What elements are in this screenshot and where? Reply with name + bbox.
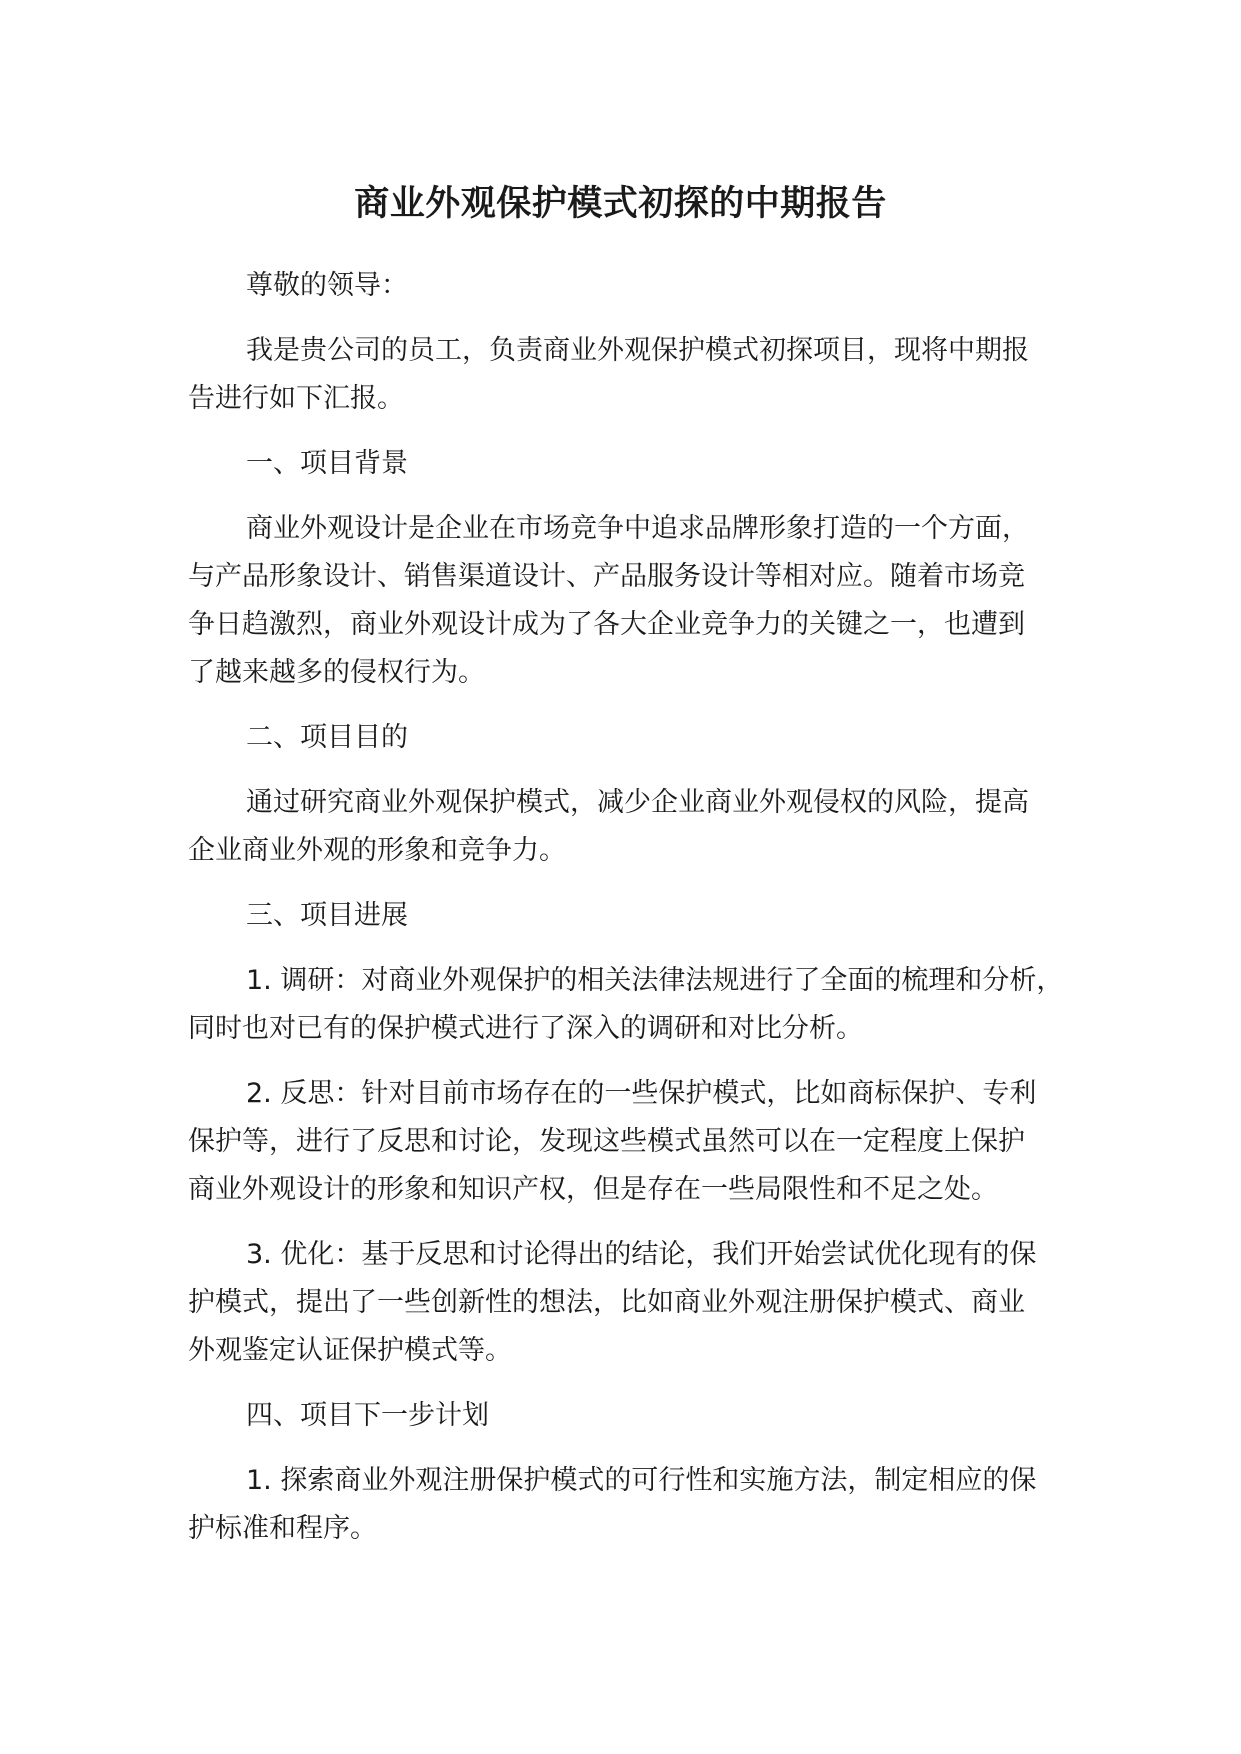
paragraph — [188, 262, 1088, 310]
paragraph-line: 商业外观设计是企业在市场竞争中追求品牌形象打造的一个方面， — [246, 513, 1029, 544]
paragraph — [188, 327, 1088, 423]
paragraph-line: 3. 优化：基于反思和讨论得出的结论，我们开始尝试优化现有的保 — [246, 1239, 1037, 1270]
paragraph — [188, 892, 1088, 940]
document-body — [188, 262, 1088, 1570]
paragraph-line: 尊敬的领导： — [246, 270, 408, 301]
paragraph-line: 同时也对已有的保护模式进行了深入的调研和对比分析。 — [188, 1013, 863, 1044]
paragraph — [188, 779, 1088, 875]
paragraph — [188, 505, 1088, 697]
paragraph-line: 保护等，进行了反思和讨论，发现这些模式虽然可以在一定程度上保护 — [188, 1126, 1025, 1157]
paragraph-line: 三、项目进展 — [246, 900, 408, 931]
paragraph-line: 争日趋激烈，商业外观设计成为了各大企业竞争力的关键之一，也遭到 — [188, 609, 1025, 640]
paragraph — [188, 714, 1088, 762]
paragraph — [188, 1070, 1088, 1214]
paragraph-line: 2. 反思：针对目前市场存在的一些保护模式，比如商标保护、专利 — [246, 1078, 1037, 1109]
document-title: 商业外观保护模式初探的中期报告 — [354, 184, 887, 224]
paragraph-line: 我是贵公司的员工，负责商业外观保护模式初探项目，现将中期报 — [246, 335, 1029, 366]
paragraph-line: 告进行如下汇报。 — [188, 383, 404, 414]
paragraph — [188, 1231, 1088, 1375]
paragraph-line: 通过研究商业外观保护模式，减少企业商业外观侵权的风险，提高 — [246, 787, 1029, 818]
paragraph-line: 企业商业外观的形象和竞争力。 — [188, 835, 566, 866]
paragraph — [188, 1457, 1088, 1553]
paragraph-line: 护标准和程序。 — [188, 1513, 377, 1544]
paragraph-line: 商业外观设计的形象和知识产权，但是存在一些局限性和不足之处。 — [188, 1174, 998, 1205]
paragraph-line: 护模式，提出了一些创新性的想法，比如商业外观注册保护模式、商业 — [188, 1287, 1025, 1318]
paragraph-line: 1. 探索商业外观注册保护模式的可行性和实施方法，制定相应的保 — [246, 1465, 1037, 1496]
paragraph — [188, 440, 1088, 488]
paragraph-line: 与产品形象设计、销售渠道设计、产品服务设计等相对应。随着市场竞 — [188, 561, 1025, 592]
paragraph-line: 了越来越多的侵权行为。 — [188, 657, 485, 688]
paragraph-line: 一、项目背景 — [246, 448, 408, 479]
paragraph — [188, 1392, 1088, 1440]
paragraph — [188, 957, 1088, 1053]
paragraph-line: 二、项目目的 — [246, 722, 408, 753]
paragraph-line: 外观鉴定认证保护模式等。 — [188, 1335, 512, 1366]
paragraph-line: 1. 调研：对商业外观保护的相关法律法规进行了全面的梳理和分析， — [246, 965, 1064, 996]
paragraph-line: 四、项目下一步计划 — [246, 1400, 489, 1431]
